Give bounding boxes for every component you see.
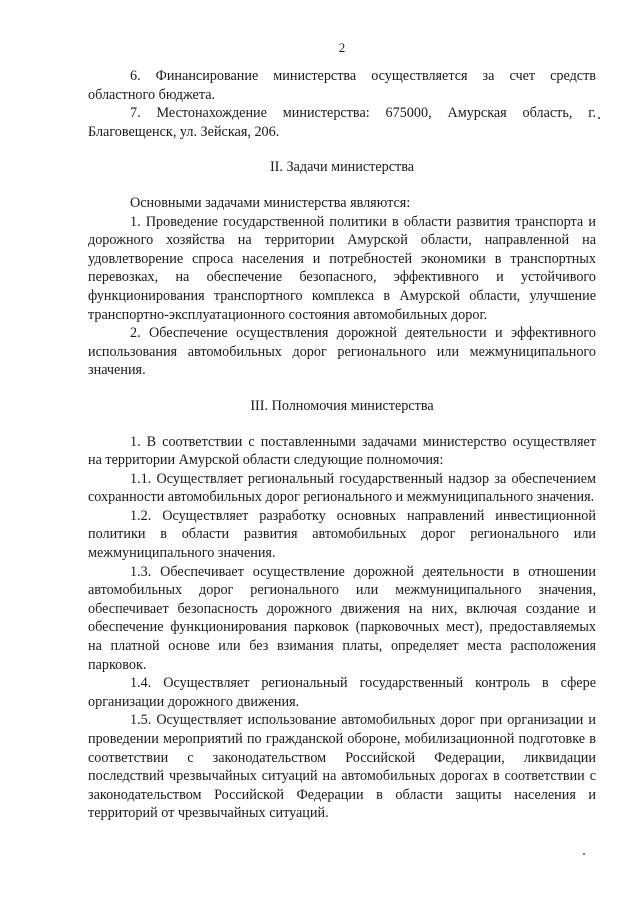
paragraph-tasks-intro: Основными задачами министерства являются: xyxy=(130,194,411,211)
document-body xyxy=(88,67,596,823)
paragraph-task-2: 2. Обеспечение осуществления дорожной деятельности и эффективного использования автомобильных дорог регионального или межмуниципального значения. xyxy=(88,325,596,379)
paragraph-power-1-4: 1.4. Осуществляет региональный государственный контроль в сфере организации дорожного движения. xyxy=(88,675,596,710)
paragraph-financing: 6. Финансирование министерства осуществляется за счет средств областного бюджета. xyxy=(88,68,596,103)
scan-speck xyxy=(598,117,600,119)
scan-speck xyxy=(583,853,585,855)
document-page xyxy=(88,0,596,905)
paragraph-location: 7. Местонахождение министерства: 675000, Амурская область, г. Благовещенск, ул. Зейская, 206. xyxy=(88,105,596,140)
paragraph-power-1-5: 1.5. Осуществляет использование автомобильных дорог при организации и проведении мероприятий по гражданской обороне, мобилизационной подготовке в соответствии с законодательством Российской Федерации, ликвидации последствий чрезвычайных ситуаций на автомобильных дорогах в соответствии с законодательством Российской Федерации в области защиты населения и территорий от чрезвычайных ситуаций. xyxy=(88,712,596,822)
paragraph-power-1-2: 1.2. Осуществляет разработку основных направлений инвестиционной политики в области развития автомобильных дорог регионального или межмуниципального значения. xyxy=(88,507,596,562)
paragraph-task-1: 1. Проведение государственной политики в области развития транспорта и дорожного хозяйства на территории Амурской области, направленной на удовлетворение спроса населения и потребностей экономики в транспортных перевозках, на обеспечение безопасного, эффективного и устойчивого функционирования транспортного комплекса в Амурской области, улучшение транспортно-эксплуатационного состояния автомобильных дорог. xyxy=(88,213,596,323)
section-heading-tasks: II. Задачи министерства xyxy=(269,159,415,176)
paragraph-powers-intro: 1. В соответствии с поставленными задачами министерство осуществляет на территории Амурской области следующие полномочия: xyxy=(88,433,596,469)
page-number: 2 xyxy=(338,40,346,55)
paragraph-power-1-1: 1.1. Осуществляет региональный государственный надзор за обеспечением сохранности автомобильных дорог регионального и межмуниципального значения. xyxy=(88,470,596,506)
paragraph-power-1-3: 1.3. Обеспечивает осуществление дорожной деятельности в отношении автомобильных дорог регионального или межмуниципального значения, обеспечивает безопасность дорожного движения на них, включая создание и обеспечение функционирования парковок (парковочных мест), предоставляемых на платной основе или без взимания платы, определяет места расположения парковок. xyxy=(88,563,596,673)
section-heading-powers: III. Полномочия министерства xyxy=(250,397,434,414)
